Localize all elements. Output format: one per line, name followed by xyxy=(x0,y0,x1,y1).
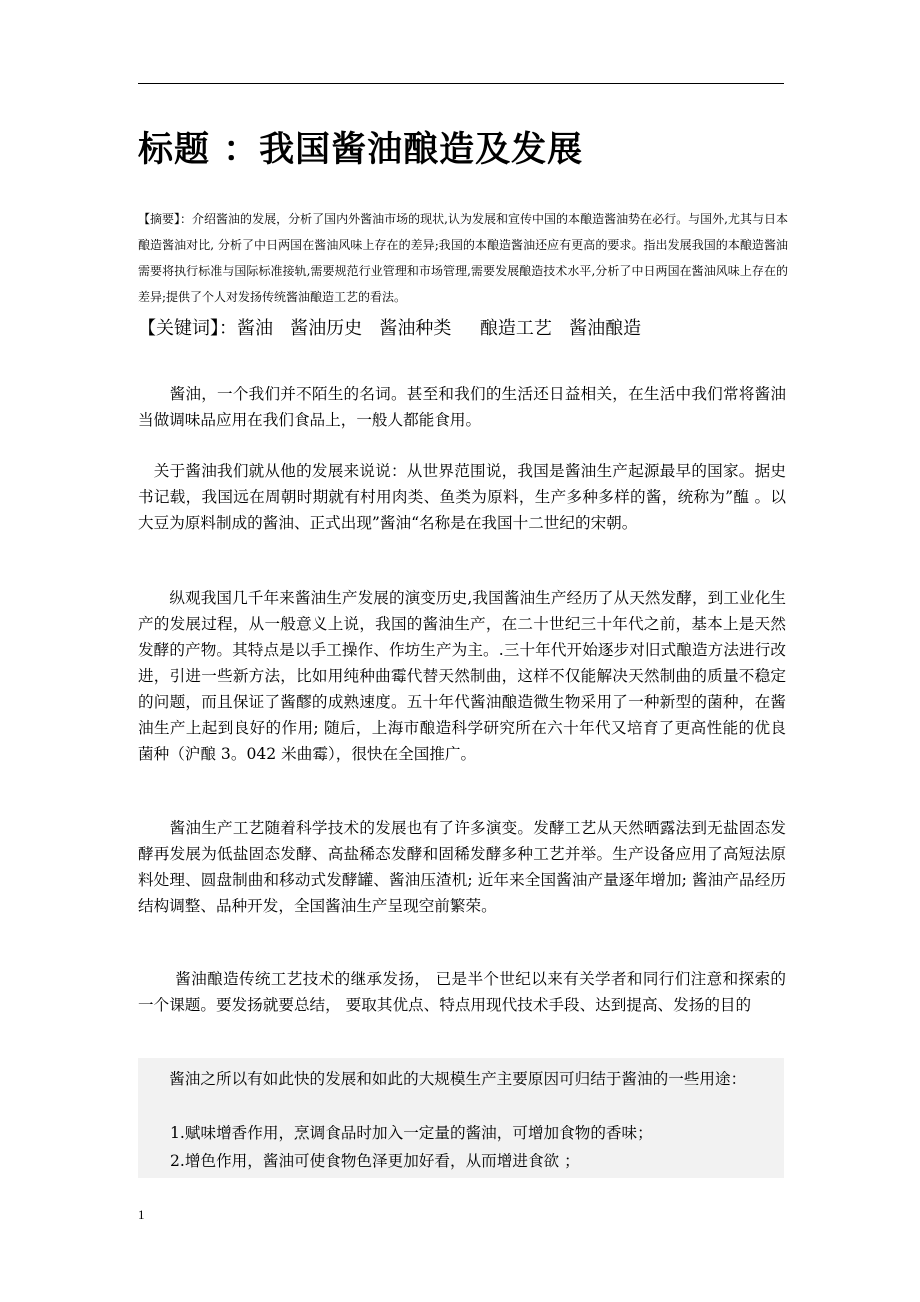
header-rule xyxy=(138,83,784,84)
paragraph-4: 酱油生产工艺随着科学技术的发展也有了许多演变。发酵工艺从天然晒露法到无盐固态发酵再发展为低盐固态发酵、高盐稀态发酵和固稀发酵多种工艺并举。生产设备应用了高短法原料处理、圆盘制曲和移动式发酵罐、酱油压渣机; 近年来全国酱油产量逐年增加; 酱油产品经历结构调整、品种开发，全国酱油生产呈现空前繁荣。 xyxy=(138,819,786,915)
list-item-1: 1.赋味增香作用，烹调食品时加入一定量的酱油，可增加食物的香味； xyxy=(170,1124,653,1142)
page-number: 1 xyxy=(138,1207,145,1222)
paragraph-6: 酱油之所以有如此快的发展和如此的大规模生产主要原因可归结于酱油的一些用途： xyxy=(138,1070,747,1088)
keywords: 【关键词】：酱油 酱油历史 酱油种类 酿造工艺 酱油酿造 xyxy=(138,318,642,339)
paragraph-3: 纵观我国几千年来酱油生产发展的演变历史,我国酱油生产经历了从天然发酵，到工业化生产的发展过程，从一般意义上说，我国的酱油生产，在二十世纪三十年代之前，基本上是天然发酵的产物。其特点是以手工操作、作坊生产为主。.三十年代开始逐步对旧式酿造方法进行改进，引进一些新方法，比如用纯种曲霉代替天然制曲，这样不仅能解决天然制曲的质量不稳定的问题，而且保证了酱醪的成熟速度。五十年代酱油酿造微生物采用了一种新型的菌种，在酱油生产上起到良好的作用; 随后，上海市酿造科学研究所在六十年代又培育了更高性能的优良菌种（沪酿 3。042 米曲霉），很快在全国推广。 xyxy=(138,589,786,763)
paragraph-1: 酱油，一个我们并不陌生的名词。甚至和我们的生活还日益相关，在生活中我们常将酱油当做调味品应用在我们食品上，一般人都能食用。 xyxy=(138,385,786,429)
paragraph-2: 关于酱油我们就从他的发展来说说：从世界范围说，我国是酱油生产起源最早的国家。据史书记载，我国远在周朝时期就有村用肉类、鱼类为原料，生产多种多样的酱，统称为”醢 。以大豆为原料制成的酱油、正式出现”酱油“名称是在我国十二世纪的宋朝。 xyxy=(138,462,786,532)
list-item-2: 2.增色作用，酱油可使食物色泽更加好看，从而增进食欲 ； xyxy=(170,1152,580,1170)
document-title: 标题 ：我国酱油酿造及发展 xyxy=(138,130,584,170)
abstract: 【摘要】：介绍酱油的发展，分析了国内外酱油市场的现状,认为发展和宣传中国的本酿造酱油势在必行。与国外,尤其与日本酿造酱油对比, 分析了中日两国在酱油风味上存在的差异;我国的本酿造酱油还应有更高的要求。指出发展我国的本酿造酱油需要将执行标准与国际标准接轨,需要规范行业管理和市场管理,需要发展酿造技术水平,分析了中日两国在酱油风味上存在的差异;提供了个人对发扬传统酱油酿造工艺的看法。 xyxy=(138,212,788,304)
paragraph-5: 酱油酿造传统工艺技术的继承发扬， 已是半个世纪以来有关学者和同行们注意和探索的一个课题。要发扬就要总结， 要取其优点、特点用现代技术手段、达到提高、发扬的目的 xyxy=(138,970,786,1014)
